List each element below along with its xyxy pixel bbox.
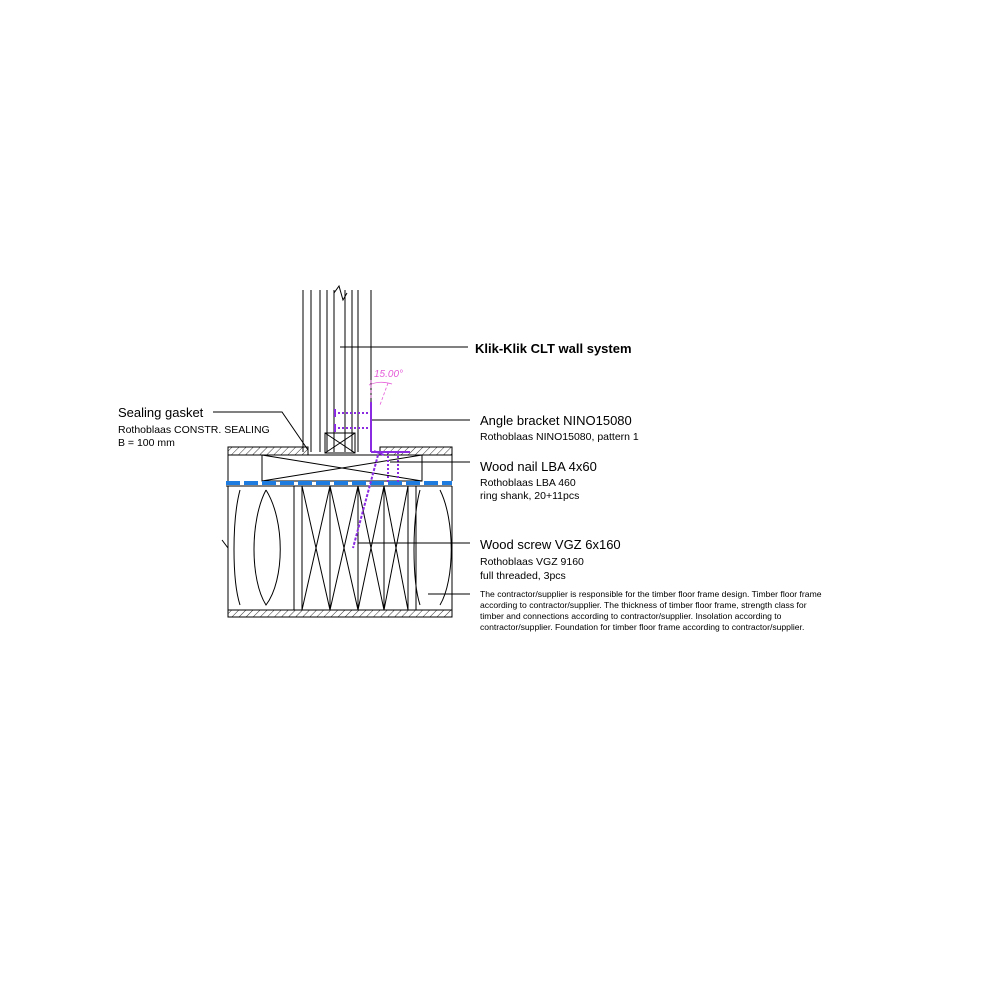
angle-value-text: 15.00°: [374, 369, 404, 380]
wood-nail-detail-2: ring shank, 20+11pcs: [480, 490, 580, 502]
membrane-layer: [226, 483, 452, 486]
sealing-gasket-title: Sealing gasket: [118, 405, 204, 420]
floor-top-hatch-band: [228, 447, 452, 455]
angle-bracket-nino15080: [335, 402, 410, 452]
wood-nail-title: Wood nail LBA 4x60: [480, 459, 597, 474]
clt-wall: [303, 286, 371, 452]
note-line-2: according to contractor/supplier. The thickness of timber floor frame, strength class for: [480, 600, 807, 610]
wood-screw-title: Wood screw VGZ 6x160: [480, 537, 621, 552]
sealing-gasket-detail-2: B = 100 mm: [118, 437, 175, 449]
wall-system-label: Klik-Klik CLT wall system: [475, 341, 632, 356]
floor-frame: [228, 486, 452, 610]
wall-base-block: [325, 433, 355, 453]
floor-bottom-hatch-band: [228, 610, 452, 617]
wood-nail-detail-1: Rothoblaas LBA 460: [480, 477, 576, 489]
note-line-3: timber and connections according to contractor/supplier. Insolation according to: [480, 611, 782, 621]
insulation: [222, 490, 451, 605]
note-line-1: The contractor/supplier is responsible for the timber floor frame design. Timber floor frame: [480, 589, 822, 599]
timber-sill-plate: [228, 455, 452, 481]
note-line-4: contractor/supplier. Foundation for timber floor frame according to contractor/supplier.: [480, 622, 805, 632]
sealing-gasket-detail-1: Rothoblaas CONSTR. SEALING: [118, 424, 270, 436]
wood-screw-detail-2: full threaded, 3pcs: [480, 570, 566, 582]
wood-screw-detail-1: Rothoblaas VGZ 9160: [480, 556, 584, 568]
angle-dimension: [369, 380, 392, 405]
angle-bracket-title: Angle bracket NINO15080: [480, 413, 632, 428]
wood-nails-lba: [384, 452, 402, 484]
angle-bracket-detail: Rothoblaas NINO15080, pattern 1: [480, 431, 639, 443]
